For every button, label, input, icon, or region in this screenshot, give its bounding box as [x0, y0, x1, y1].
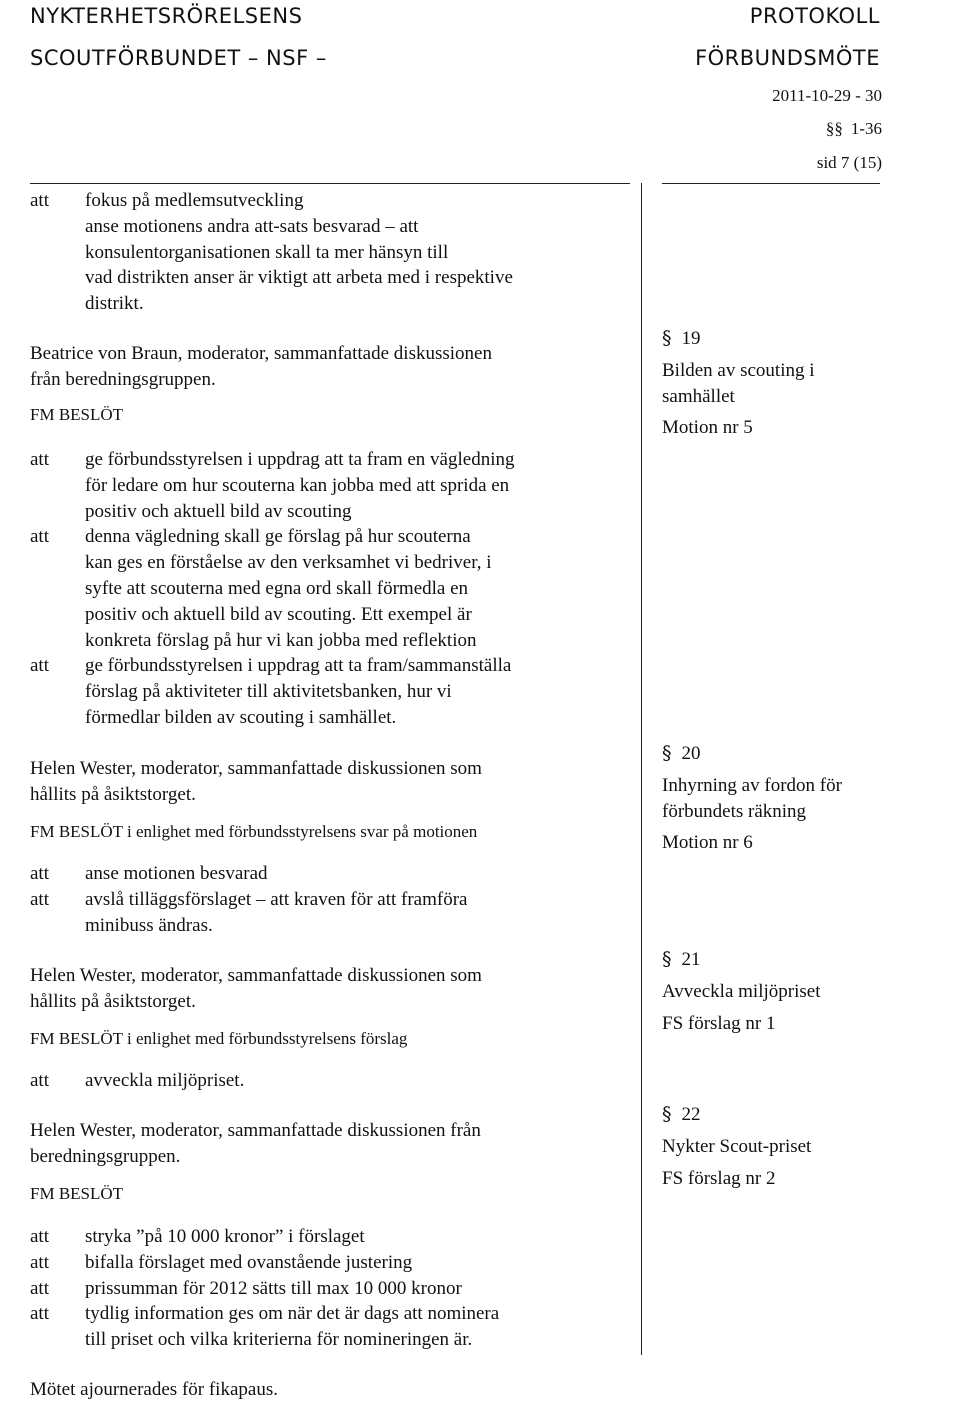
att-label	[30, 265, 85, 291]
list-item	[30, 602, 630, 628]
document-type: PROTOKOLL	[749, 4, 880, 28]
att-label: att	[30, 1303, 49, 1325]
section-title-line: Inhyrning av fordon för	[662, 774, 842, 796]
meeting-name: FÖRBUNDSMÖTE	[695, 46, 880, 70]
section-title-line: Avveckla miljöpriset	[662, 980, 821, 1002]
paragraph-line: Helen Wester, moderator, sammanfattade diskussionen från	[30, 1120, 481, 1141]
page-number: sid 7 (15)	[816, 153, 882, 172]
sidebar-item-21	[662, 947, 922, 1036]
list-item	[30, 679, 630, 705]
list-item-text: denna vägledning skall ge förslag på hur scouterna	[85, 526, 471, 548]
section-title-line: samhället	[662, 385, 735, 407]
list-item-text: konkreta förslag på hur vi kan jobba med reflektion	[85, 629, 477, 651]
list-item	[30, 1250, 630, 1276]
paragraph-line: från beredningsgruppen.	[30, 368, 216, 390]
list-item	[30, 913, 630, 939]
section-reference: FS förslag nr 2	[662, 1167, 776, 1189]
moderator-summary-2	[30, 756, 630, 808]
att-label	[30, 602, 85, 628]
list-item	[30, 1224, 630, 1250]
att-label	[30, 550, 85, 576]
att-label	[30, 679, 85, 705]
att-label	[30, 628, 85, 654]
list-item-text: anse motionen besvarad	[85, 863, 268, 884]
att-label: att	[30, 190, 49, 211]
decision-list-4	[30, 1068, 630, 1094]
decision-heading-3: FM BESLÖT i enlighet med förbundsstyrelsens förslag	[30, 1029, 408, 1048]
paragraph-line: beredningsgruppen.	[30, 1145, 181, 1167]
header-rule-right	[662, 183, 880, 184]
organization-name-line2: SCOUTFÖRBUNDET – NSF –	[30, 46, 327, 70]
att-label: att	[30, 1251, 49, 1273]
att-label	[30, 913, 85, 939]
paragraph-range	[826, 119, 882, 139]
section-symbol-icon: §	[662, 1103, 672, 1125]
list-item	[30, 1327, 630, 1353]
section-symbol-icon: §	[662, 948, 672, 970]
list-item	[30, 1068, 630, 1094]
list-item	[30, 550, 630, 576]
list-item-text: fokus på medlemsutveckling	[85, 190, 304, 211]
list-item-text: distrikt.	[85, 293, 144, 315]
list-item	[30, 705, 630, 731]
header-rule-left	[30, 183, 630, 184]
paragraphs-value: 1-36	[850, 119, 882, 138]
list-item-text: positiv och aktuell bild av scouting	[85, 500, 352, 522]
closing-note: Mötet ajournerades för fikapaus.	[30, 1379, 278, 1400]
paragraph-line: hållits på åsiktstorget.	[30, 783, 196, 805]
list-item-text: konsulentorganisationen skall ta mer hänsyn till	[85, 241, 449, 263]
section-reference: FS förslag nr 1	[662, 1012, 776, 1034]
section-reference: Motion nr 5	[662, 417, 753, 439]
att-label	[30, 576, 85, 602]
att-label: att	[30, 1277, 49, 1299]
section-title-line: Bilden av scouting i	[662, 359, 815, 381]
list-item-text: minibuss ändras.	[85, 914, 213, 936]
list-item-text: kan ges en förståelse av den verksamhet vi bedriver, i	[85, 552, 492, 574]
list-item	[30, 524, 630, 550]
section-number: 19	[681, 328, 701, 349]
list-item-text: avveckla miljöpriset.	[85, 1070, 245, 1091]
paragraph-line: Beatrice von Braun, moderator, sammanfattade diskussionen	[30, 343, 492, 364]
list-item	[30, 447, 630, 473]
att-label: att	[30, 526, 49, 548]
list-item	[30, 1301, 630, 1327]
att-label	[30, 705, 85, 731]
att-label: att	[30, 1226, 49, 1247]
list-item	[30, 499, 630, 525]
att-label	[30, 473, 85, 499]
list-item-text: ge förbundsstyrelsen i uppdrag att ta fram/sammanställa	[85, 655, 512, 677]
list-item	[30, 887, 630, 913]
list-item-text: avslå tilläggsförslaget – att kraven för att framföra	[85, 888, 468, 910]
list-item	[30, 861, 630, 887]
list-item	[30, 473, 630, 499]
column-divider	[641, 183, 642, 1355]
list-item-text: vad distrikten anser är viktigt att arbeta med i respektive	[85, 267, 513, 289]
list-item-text: syfte att scouterna med egna ord skall förmedla en	[85, 577, 469, 599]
att-label: att	[30, 888, 49, 910]
list-item	[30, 291, 630, 317]
list-item-text: stryka ”på 10 000 kronor” i förslaget	[85, 1226, 365, 1247]
att-label	[30, 1327, 85, 1353]
moderator-summary-1	[30, 341, 630, 393]
list-item	[30, 653, 630, 679]
list-item-text: förmedlar bilden av scouting i samhället.	[85, 706, 397, 728]
moderator-summary-4	[30, 1118, 630, 1170]
att-label	[30, 291, 85, 317]
section-symbol-icon: §	[662, 742, 672, 764]
list-item-text: förslag på aktiviteter till aktivitetsbanken, hur vi	[85, 681, 452, 703]
moderator-summary-3	[30, 963, 630, 1015]
section-title	[662, 773, 922, 825]
list-item	[30, 214, 630, 240]
list-item	[30, 240, 630, 266]
list-item-text: för ledare om hur scouterna kan jobba med att sprida en	[85, 474, 510, 496]
paragraph-line: hållits på åsiktstorget.	[30, 990, 196, 1012]
list-item	[30, 628, 630, 654]
decision-heading-1: FM BESLÖT	[30, 405, 124, 424]
att-label	[30, 240, 85, 266]
att-label: att	[30, 863, 49, 884]
section-title	[662, 1134, 922, 1160]
list-item	[30, 576, 630, 602]
att-label: att	[30, 1070, 49, 1091]
list-item-text: positiv och aktuell bild av scouting. Ett exempel är	[85, 603, 472, 625]
section-number: 22	[681, 1104, 701, 1125]
decision-list-5	[30, 1224, 630, 1353]
att-label: att	[30, 449, 49, 470]
decision-list-1	[30, 188, 630, 317]
sidebar-item-20	[662, 741, 922, 856]
decision-list-2	[30, 447, 630, 731]
list-item-text: till priset och vilka kriterierna för nomineringen är.	[85, 1329, 473, 1351]
section-number: 20	[681, 743, 701, 764]
decision-list-3	[30, 861, 630, 938]
meeting-date: 2011-10-29 - 30	[772, 86, 882, 105]
paragraph-line: Helen Wester, moderator, sammanfattade diskussionen som	[30, 965, 482, 986]
list-item-text: bifalla förslaget med ovanstående justering	[85, 1251, 413, 1273]
section-reference: Motion nr 6	[662, 832, 753, 854]
att-label	[30, 499, 85, 525]
section-title-line: förbundets räkning	[662, 800, 807, 822]
section-number: 21	[681, 949, 701, 970]
decision-heading-2: FM BESLÖT i enlighet med förbundsstyrelsens svar på motionen	[30, 822, 478, 841]
section-title	[662, 979, 922, 1005]
list-item	[30, 1276, 630, 1302]
att-label: att	[30, 655, 49, 677]
decision-heading-4: FM BESLÖT	[30, 1184, 124, 1203]
paragraph-line: Helen Wester, moderator, sammanfattade diskussionen som	[30, 758, 482, 779]
paragraphs-symbol: §§	[825, 119, 843, 138]
list-item-text: ge förbundsstyrelsen i uppdrag att ta fram en vägledning	[85, 449, 515, 470]
sidebar-item-22	[662, 1102, 922, 1191]
list-item-text: prissumman för 2012 sätts till max 10 000 kronor	[85, 1277, 462, 1299]
section-symbol-icon: §	[662, 327, 672, 349]
section-title-line: Nykter Scout-priset	[662, 1135, 812, 1157]
list-item	[30, 188, 630, 214]
sidebar-item-19	[662, 326, 922, 441]
att-label	[30, 214, 85, 240]
list-item	[30, 265, 630, 291]
section-title	[662, 358, 922, 410]
organization-name-line1: NYKTERHETSRÖRELSENS	[30, 4, 303, 28]
list-item-text: tydlig information ges om när det är dags att nominera	[85, 1303, 500, 1325]
list-item-text: anse motionens andra att-sats besvarad – att	[85, 215, 419, 237]
